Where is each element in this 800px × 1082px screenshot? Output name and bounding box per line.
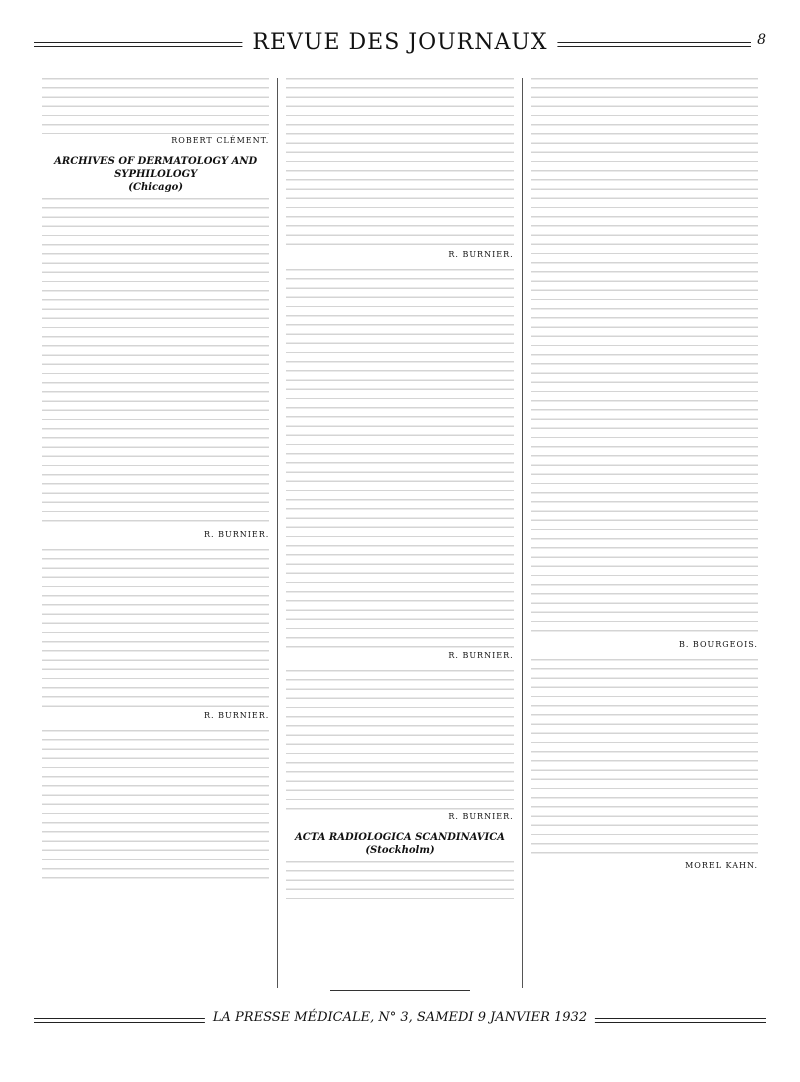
section-place: (Chicago): [128, 182, 184, 193]
article-signature: B. BOURGEOIS.: [678, 640, 758, 649]
article-signature: ROBERT CLÉMENT.: [171, 136, 270, 145]
footer-text: LA PRESSE MÉDICALE, N° 3, SAMEDI 9 JANVIER 1932: [205, 1010, 595, 1025]
page-number: 8: [751, 32, 766, 48]
article: [42, 198, 269, 539]
article-continuation: [286, 78, 513, 259]
article-body-placeholder: [531, 659, 758, 859]
column-1: [34, 78, 277, 988]
article-body-placeholder: [42, 549, 269, 709]
article-continuation: [531, 78, 758, 649]
article-signature: R. BURNIER.: [448, 651, 514, 660]
section-name: ACTA RADIOLOGICA SCANDINAVICA: [295, 832, 505, 843]
three-column-body: [34, 78, 766, 988]
article: [531, 659, 758, 870]
section-name: ARCHIVES OF DERMATOLOGY AND SYPHILOLOGY: [54, 156, 258, 180]
article-body-placeholder: [42, 730, 269, 880]
article: [42, 730, 269, 880]
column-3: [522, 78, 766, 988]
article: [286, 670, 513, 821]
article: [286, 861, 513, 901]
article: [286, 269, 513, 660]
article-body-placeholder: [286, 861, 513, 901]
article-body-placeholder: [286, 269, 513, 649]
section-heading-acta: [286, 831, 513, 857]
article-continuation: [42, 78, 269, 145]
page-footer: [34, 1008, 766, 1038]
page-header: [34, 20, 766, 64]
article-body-placeholder: [286, 670, 513, 810]
article-body-placeholder: [286, 78, 513, 248]
article-signature: R. BURNIER.: [204, 711, 270, 720]
column-2: [277, 78, 521, 988]
section-heading-archives: [42, 155, 269, 194]
section-place: (Stockholm): [365, 845, 435, 856]
article-body-placeholder: [42, 78, 269, 134]
article-signature: R. BURNIER.: [204, 530, 270, 539]
journal-title: REVUE DES JOURNAUX: [242, 30, 557, 55]
article: [42, 549, 269, 720]
article-signature: MOREL KAHN.: [685, 861, 758, 870]
article-signature: R. BURNIER.: [448, 812, 514, 821]
article-signature: R. BURNIER.: [448, 250, 514, 259]
end-rule: [330, 990, 470, 991]
article-body-placeholder: [42, 198, 269, 528]
article-body-placeholder: [531, 78, 758, 638]
